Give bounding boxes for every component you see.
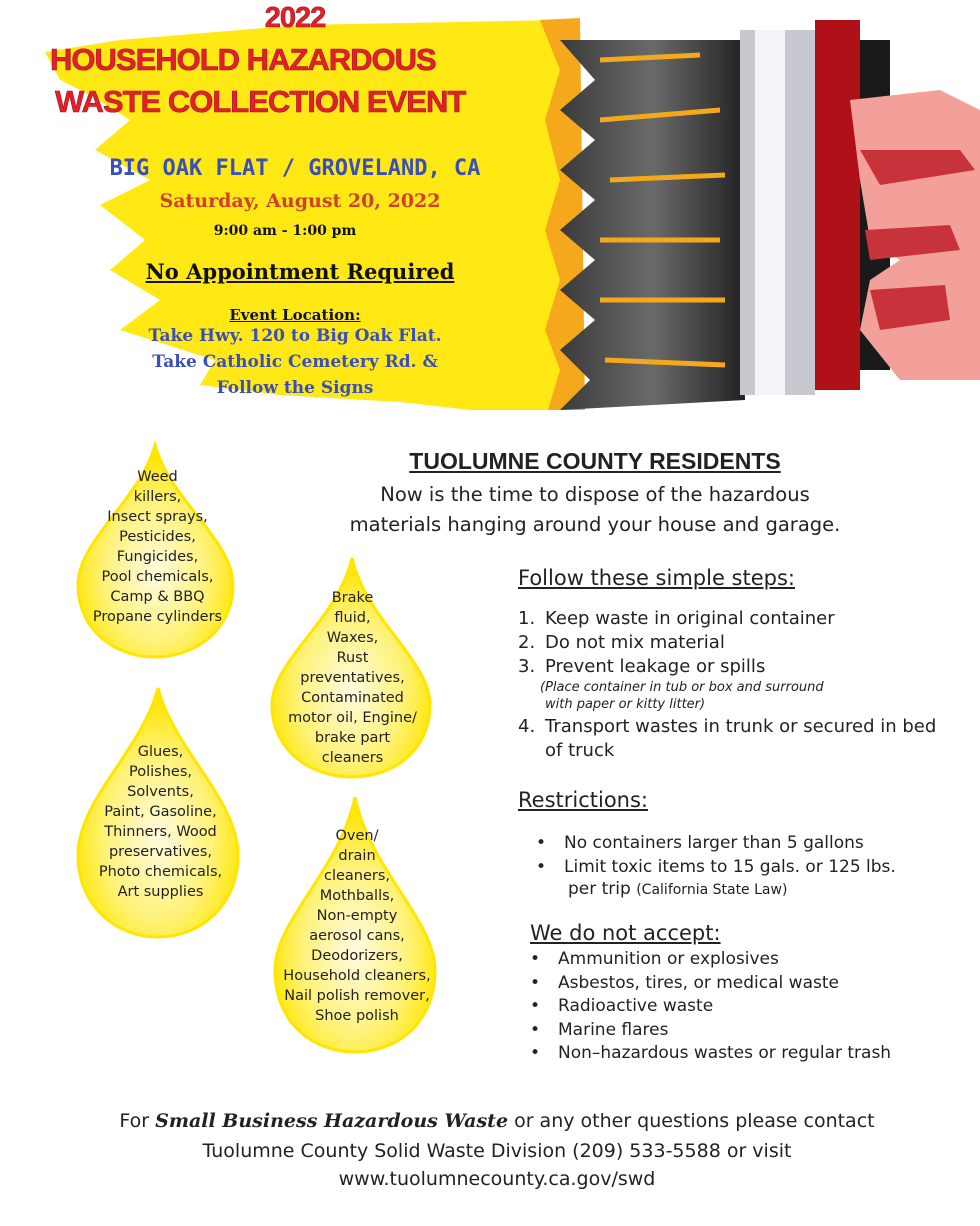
drop-line: aerosol cans, xyxy=(309,928,405,944)
drop-line: Brake xyxy=(331,590,374,606)
not-accepted-item: • Non–hazardous wastes or regular trash xyxy=(558,1042,958,1066)
footer-line2: Tuolumne County Solid Waste Division (209) 533-5588 or visit xyxy=(202,1140,792,1162)
step-item: 1. Keep waste in original container xyxy=(518,608,835,629)
drop-line: Contaminated xyxy=(301,690,404,706)
drop-line: Solvents, xyxy=(127,784,194,800)
event-location-label: Event Location: xyxy=(229,306,361,324)
no-appointment-notice: No Appointment Required xyxy=(145,259,455,284)
drop-line: cleaners, xyxy=(323,868,391,884)
event-title-line2: WASTE COLLECTION EVENT xyxy=(55,84,466,119)
brush-bristles xyxy=(560,40,745,410)
steps-list xyxy=(518,607,958,763)
drop-line: drain xyxy=(338,848,376,864)
intro-line: materials hanging around your house and garage. xyxy=(349,513,841,536)
not-accepted-item: • Radioactive waste xyxy=(558,995,958,1019)
drop-line: Propane cylinders xyxy=(92,609,223,625)
event-time: 9:00 am - 1:00 pm xyxy=(213,223,357,239)
step-note: with paper or kitty litter) xyxy=(545,697,706,712)
drop-line: brake part xyxy=(314,730,391,746)
drop-line: Camp & BBQ xyxy=(110,589,205,605)
drop-line: killers, xyxy=(133,489,182,505)
footer-url[interactable]: www.tuolumnecounty.ca.gov/swd xyxy=(338,1168,656,1190)
drop-line: Paint, Gasoline, xyxy=(104,804,217,820)
drop-line: Household cleaners, xyxy=(283,968,431,984)
not-accepted-heading: We do not accept: xyxy=(530,921,721,945)
restriction-item: • No containers larger than 5 gallons xyxy=(564,832,964,856)
drop-line: motor oil, Engine/ xyxy=(288,710,417,726)
drop-line: Deodorizers, xyxy=(311,948,403,964)
drop-line: Fungicides, xyxy=(116,549,199,565)
not-accepted-item: • Marine flares xyxy=(558,1019,958,1043)
restriction-cont: per trip (California State Law) xyxy=(568,879,788,899)
drop-line: Thinners, Wood xyxy=(104,824,217,840)
drop-line: cleaners xyxy=(321,750,384,766)
event-year: 2022 xyxy=(264,2,326,34)
directions-line: Take Catholic Cemetery Rd. & xyxy=(152,352,438,372)
drop-line: preventatives, xyxy=(300,670,405,686)
restriction-item: • Limit toxic items to 15 gals. or 125 lbs. xyxy=(564,856,964,880)
restrictions-list xyxy=(564,832,964,879)
event-title-line1: HOUSEHOLD HAZARDOUS xyxy=(50,42,436,77)
residents-heading: TUOLUMNE COUNTY RESIDENTS xyxy=(409,448,781,474)
drop-line: Art supplies xyxy=(117,884,204,900)
drop-line: Weed xyxy=(137,469,178,485)
drop-line: Rust xyxy=(336,650,369,666)
drop-line: Glues, xyxy=(137,744,184,760)
event-date: Saturday, August 20, 2022 xyxy=(159,190,441,212)
step-item: 3. Prevent leakage or spills xyxy=(518,656,766,677)
drop-text xyxy=(272,826,442,1026)
not-accepted-item: • Ammunition or explosives xyxy=(558,948,958,972)
drop-line: Non-empty xyxy=(316,908,398,924)
event-location: BIG OAK FLAT / GROVELAND, CA xyxy=(109,156,481,181)
drop-line: Polishes, xyxy=(129,764,192,780)
step-item-cont: of truck xyxy=(545,740,615,761)
drop-line: Waxes, xyxy=(326,630,379,646)
drop-line: Insect sprays, xyxy=(107,509,208,525)
small-business-label: Small Business Hazardous Waste xyxy=(155,1110,509,1132)
intro-line: Now is the time to dispose of the hazardous xyxy=(380,483,810,506)
directions-line: Follow the Signs xyxy=(216,378,374,398)
drop-line: Mothballs, xyxy=(319,888,395,904)
restrictions-heading: Restrictions: xyxy=(518,788,648,812)
drop-line: fluid, xyxy=(334,610,371,626)
not-accepted-list xyxy=(558,948,958,1066)
step-item: 4. Transport wastes in trunk or secured in bed xyxy=(518,716,937,737)
footer-line1: For Small Business Hazardous Waste or any other questions please contact xyxy=(119,1110,875,1132)
drop-line: Pool chemicals, xyxy=(101,569,214,585)
drop-line: preservatives, xyxy=(108,844,213,860)
steps-heading: Follow these simple steps: xyxy=(518,566,795,590)
step-note: (Place container in tub or box and surround xyxy=(540,680,824,695)
drop-text xyxy=(270,588,435,768)
drop-line: Nail polish remover, xyxy=(284,988,430,1004)
drop-line: Oven/ xyxy=(335,828,379,844)
drop-line: Photo chemicals, xyxy=(98,864,223,880)
drop-line: Pesticides, xyxy=(119,529,196,545)
directions-line: Take Hwy. 120 to Big Oak Flat. xyxy=(148,326,442,346)
step-item: 2. Do not mix material xyxy=(518,632,725,653)
drop-line: Shoe polish xyxy=(315,1008,399,1024)
drop-text xyxy=(75,467,240,627)
not-accepted-item: • Asbestos, tires, or medical waste xyxy=(558,972,958,996)
drop-text xyxy=(78,742,243,902)
